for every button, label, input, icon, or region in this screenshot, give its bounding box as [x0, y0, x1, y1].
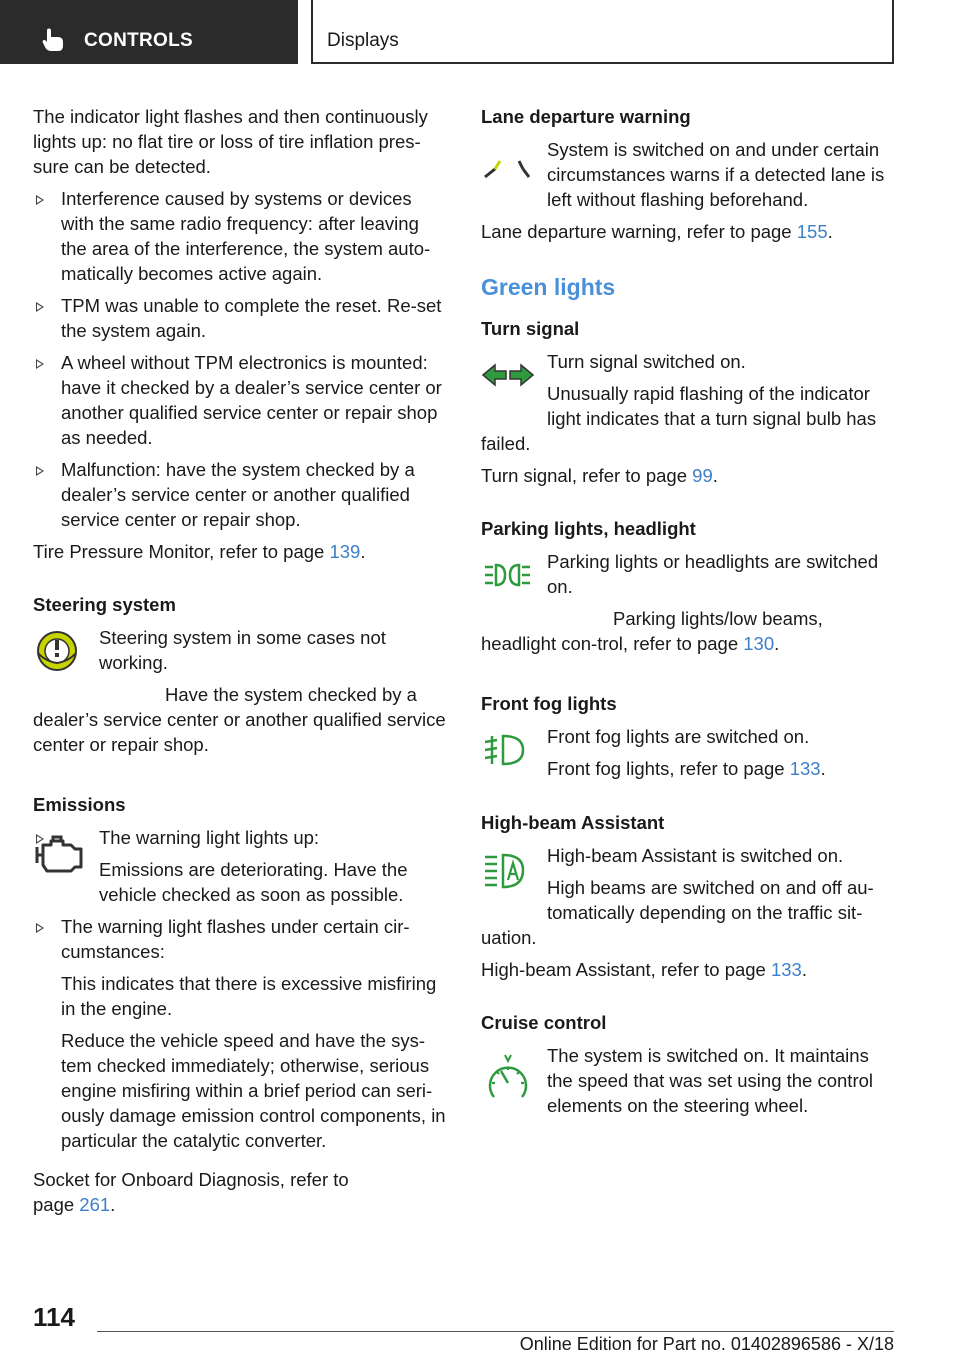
- fog-lights-reference: Front fog lights, refer to page 133.: [547, 758, 826, 779]
- lane-reference: Lane departure warning, refer to page 155.: [481, 221, 833, 242]
- page-link-139[interactable]: 139: [329, 541, 361, 562]
- parking-lights-section: [481, 516, 897, 663]
- parking-lights-text-1: Parking lights or headlights are switched on.: [547, 551, 879, 597]
- high-beam-title: High-beam Assistant: [481, 812, 665, 833]
- cruise-control-title: Cruise control: [481, 1012, 607, 1033]
- list-item: TPM was unable to complete the reset. Re-set the system again.: [33, 293, 449, 343]
- high-beam-text-2: High beams are switched on and off au-tomatically depending on the traffic sit-uation.: [481, 877, 874, 948]
- page-header: [0, 0, 960, 66]
- steering-warning-icon: [33, 627, 87, 675]
- list-item: The warning light flashes under certain cir-cumstances: This indicates that there is excessive misfiring in the engine. Reduce the vehicle speed and have the sys-tem checked immediately; otherwise, serious engine misfiring within a brief period can seri-ously damage emission control components, in particular the catalytic converter.: [33, 914, 449, 1153]
- footer-divider: [97, 1331, 894, 1332]
- fog-lights-text-1: Front fog lights are switched on.: [547, 726, 810, 747]
- green-lights-heading: Green lights: [481, 274, 616, 300]
- right-column: [481, 104, 897, 1125]
- steering-text-2: Have the system checked by a dealer’s service center or another qualified service center or repair shop.: [33, 684, 446, 755]
- cruise-control-text-1: The system is switched on. It maintains the speed that was set using the control elements on the steering wheel.: [547, 1045, 874, 1116]
- steering-title: Steering system: [33, 594, 176, 615]
- turn-signal-reference: Turn signal, refer to page 99.: [481, 465, 718, 486]
- turn-signal-section: [481, 316, 897, 488]
- edition-text: Online Edition for Part no. 01402896586 - X/18: [519, 1334, 894, 1354]
- steering-section: [33, 592, 449, 764]
- page-link-133[interactable]: 133: [789, 758, 821, 779]
- page-link-133-b[interactable]: 133: [770, 959, 802, 980]
- page-link-261[interactable]: 261: [79, 1194, 111, 1215]
- page-link-130[interactable]: 130: [743, 633, 775, 654]
- cruise-control-section: [481, 1010, 897, 1125]
- high-beam-text-1: High-beam Assistant is switched on.: [547, 845, 844, 866]
- front-fog-lights-icon: [481, 728, 535, 776]
- turn-signal-text-1: Turn signal switched on.: [547, 351, 746, 372]
- left-column: [33, 104, 449, 1217]
- page-link-99[interactable]: 99: [692, 465, 713, 486]
- obd-reference: Socket for Onboard Diagnosis, refer to page 261.: [33, 1169, 349, 1215]
- turn-signal-text-2: Unusually rapid flashing of the indicator light indicates that a turn signal bulb has failed.: [481, 383, 877, 454]
- high-beam-assistant-icon: [481, 847, 535, 895]
- turn-signal-icon: [481, 355, 535, 399]
- list-item: Malfunction: have the system checked by a dealer’s service center or another qualified service center or repair shop.: [33, 457, 449, 532]
- list-item: The warning light lights up: Emissions are deteriorating. Have the vehicle checked as soon as possible.: [33, 825, 449, 907]
- high-beam-section: [481, 810, 897, 982]
- chapter-label: Displays: [327, 30, 399, 51]
- emissions-title: Emissions: [33, 794, 126, 815]
- page-number: 114: [33, 1302, 75, 1332]
- lane-text: System is switched on and under certain circumstances warns if a detected lane is left without flashing beforehand.: [547, 139, 885, 210]
- page-link-155[interactable]: 155: [796, 221, 828, 242]
- list-item: A wheel without TPM electronics is mounted: have it checked by a dealer’s service center or another qualified service center or repair shop as needed.: [33, 350, 449, 450]
- parking-lights-reference: Parking lights/low beams, headlight con-trol, refer to page 130.: [481, 608, 823, 654]
- cruise-control-icon: [481, 1053, 535, 1107]
- fog-lights-title: Front fog lights: [481, 693, 617, 714]
- emissions-section: [33, 792, 449, 1153]
- tpm-intro: The indicator light flashes and then continuously lights up: no flat tire or loss of tire inflation pres-sure can be detected.: [33, 106, 428, 177]
- chapter-tab: [311, 0, 894, 64]
- pointing-hand-icon: [42, 28, 64, 52]
- tpm-reference: Tire Pressure Monitor, refer to page 139.: [33, 541, 366, 562]
- lane-section: [481, 104, 897, 244]
- parking-lights-icon: [481, 557, 535, 597]
- section-tab: [0, 0, 298, 64]
- lane-title: Lane departure warning: [481, 106, 691, 127]
- section-label: CONTROLS: [84, 30, 194, 51]
- steering-text-1: Steering system in some cases not working.: [99, 627, 386, 673]
- turn-signal-title: Turn signal: [481, 318, 580, 339]
- lane-departure-icon: [481, 149, 535, 189]
- parking-lights-title: Parking lights, headlight: [481, 518, 696, 539]
- tpm-bullet-list: [33, 186, 449, 532]
- high-beam-reference: High-beam Assistant, refer to page 133.: [481, 959, 807, 980]
- list-item: Interference caused by systems or devices with the same radio frequency: after leaving the area of the interference, the system auto-matically becomes active again.: [33, 186, 449, 286]
- fog-lights-section: [481, 691, 897, 782]
